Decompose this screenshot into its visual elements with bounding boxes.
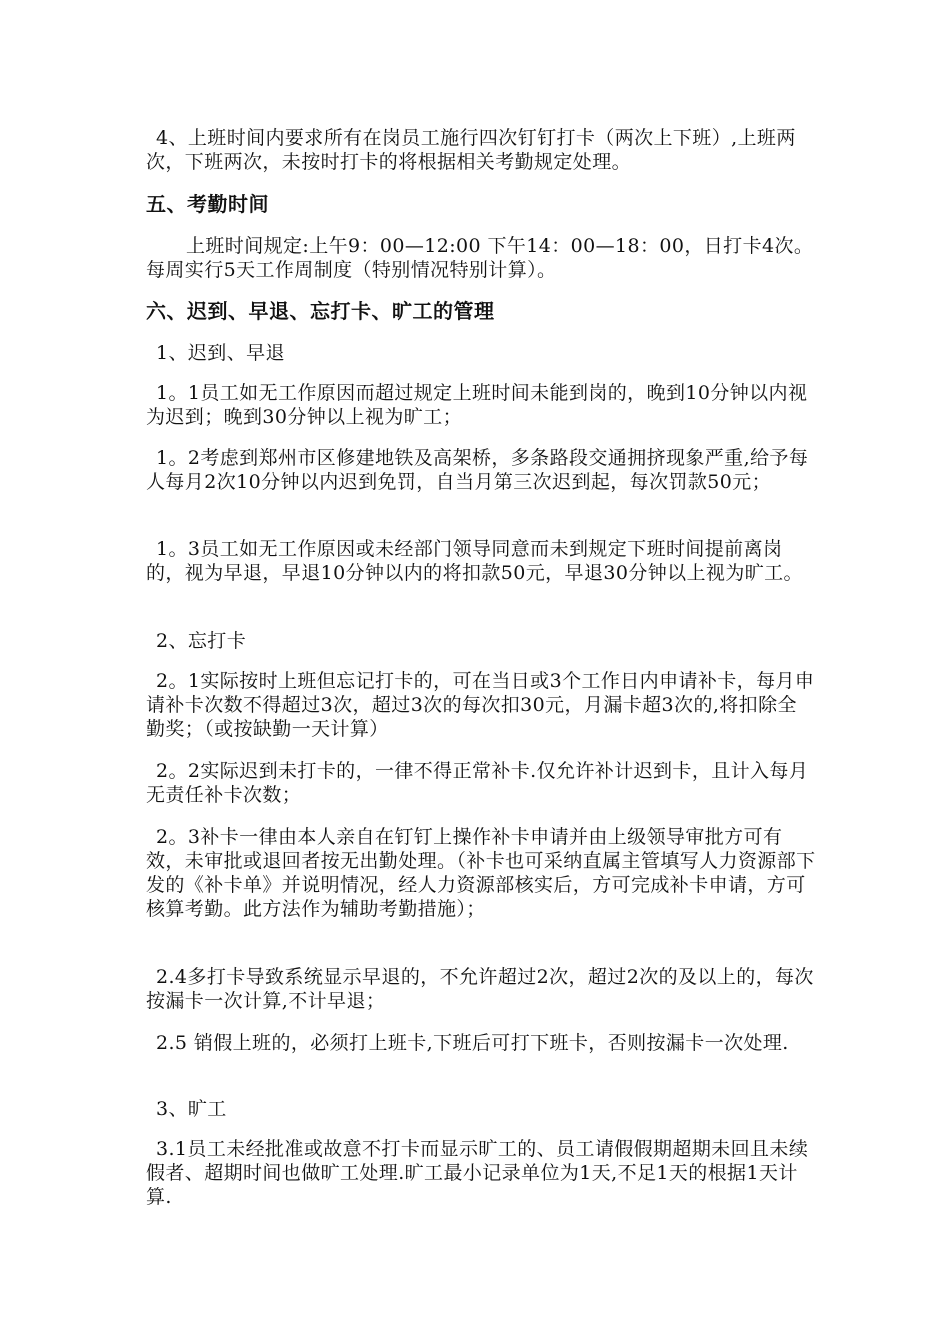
paragraph-item-4: 4、上班时间内要求所有在岗员工施行四次钉钉打卡（两次上下班）,上班两次，下班两次，未按时打卡的将根据相关考勤规定处理。 <box>146 127 796 173</box>
paragraph-2-5: 2.5 销假上班的，必须打上班卡,下班后可打下班卡，否则按漏卡一次处理. <box>156 1032 789 1054</box>
paragraph-2-1: 2。1实际按时上班但忘记打卡的，可在当日或3个工作日内申请补卡，每月申请补卡次数不得超过3次，超过3次的每次扣30元，月漏卡超3次的,将扣除全勤奖；（或按缺勤一天计算） <box>146 670 815 740</box>
paragraph-1-2: 1。2考虑到郑州市区修建地铁及高架桥，多条路段交通拥挤现象严重,给予每人每月2次10分钟以内迟到免罚，自当月第三次迟到起，每次罚款50元； <box>146 447 809 493</box>
paragraph-2-2: 2。2实际迟到未打卡的，一律不得正常补卡.仅允许补计迟到卡，且计入每月无责任补卡次数； <box>146 760 809 806</box>
paragraph-1-1: 1。1员工如无工作原因而超过规定上班时间未能到岗的，晚到10分钟以内视为迟到；晚到30分钟以上视为旷工； <box>146 382 808 428</box>
subheading-late-early: 1、迟到、早退 <box>156 342 285 364</box>
paragraph-2-3: 2。3补卡一律由本人亲自在钉钉上操作补卡申请并由上级领导审批方可有效，未审批或退回者按无出勤处理。（补卡也可采纳直属主管填写人力资源部下发的《补卡单》并说明情况，经人力资源部核实后，方可完成补卡申请，方可核算考勤。此方法作为辅助考勤措施）； <box>146 826 816 920</box>
subheading-forgot-punch: 2、忘打卡 <box>156 630 247 652</box>
subheading-absenteeism: 3、旷工 <box>156 1098 227 1120</box>
section-heading-attendance-time: 五、考勤时间 <box>146 192 269 216</box>
paragraph-2-4: 2.4多打卡导致系统显示早退的，不允许超过2次，超过2次的及以上的，每次按漏卡一次计算,不计早退； <box>146 966 814 1012</box>
paragraph-1-3: 1。3员工如无工作原因或未经部门领导同意而未到规定下班时间提前离岗的，视为早退，早退10分钟以内的将扣款50元，早退30分钟以上视为旷工。 <box>146 538 803 584</box>
paragraph-3-1: 3.1员工未经批准或故意不打卡而显示旷工的、员工请假假期超期未回且未续假者、超期时间也做旷工处理.旷工最小记录单位为1天,不足1天的根据1天计算. <box>146 1138 809 1208</box>
paragraph-work-hours: 上班时间规定:上午9：00—12:00 下午14：00—18：00，日打卡4次。每周实行5天工作周制度（特别情况特别计算）。 <box>146 235 814 281</box>
section-heading-lateness-management: 六、迟到、早退、忘打卡、旷工的管理 <box>146 299 495 323</box>
